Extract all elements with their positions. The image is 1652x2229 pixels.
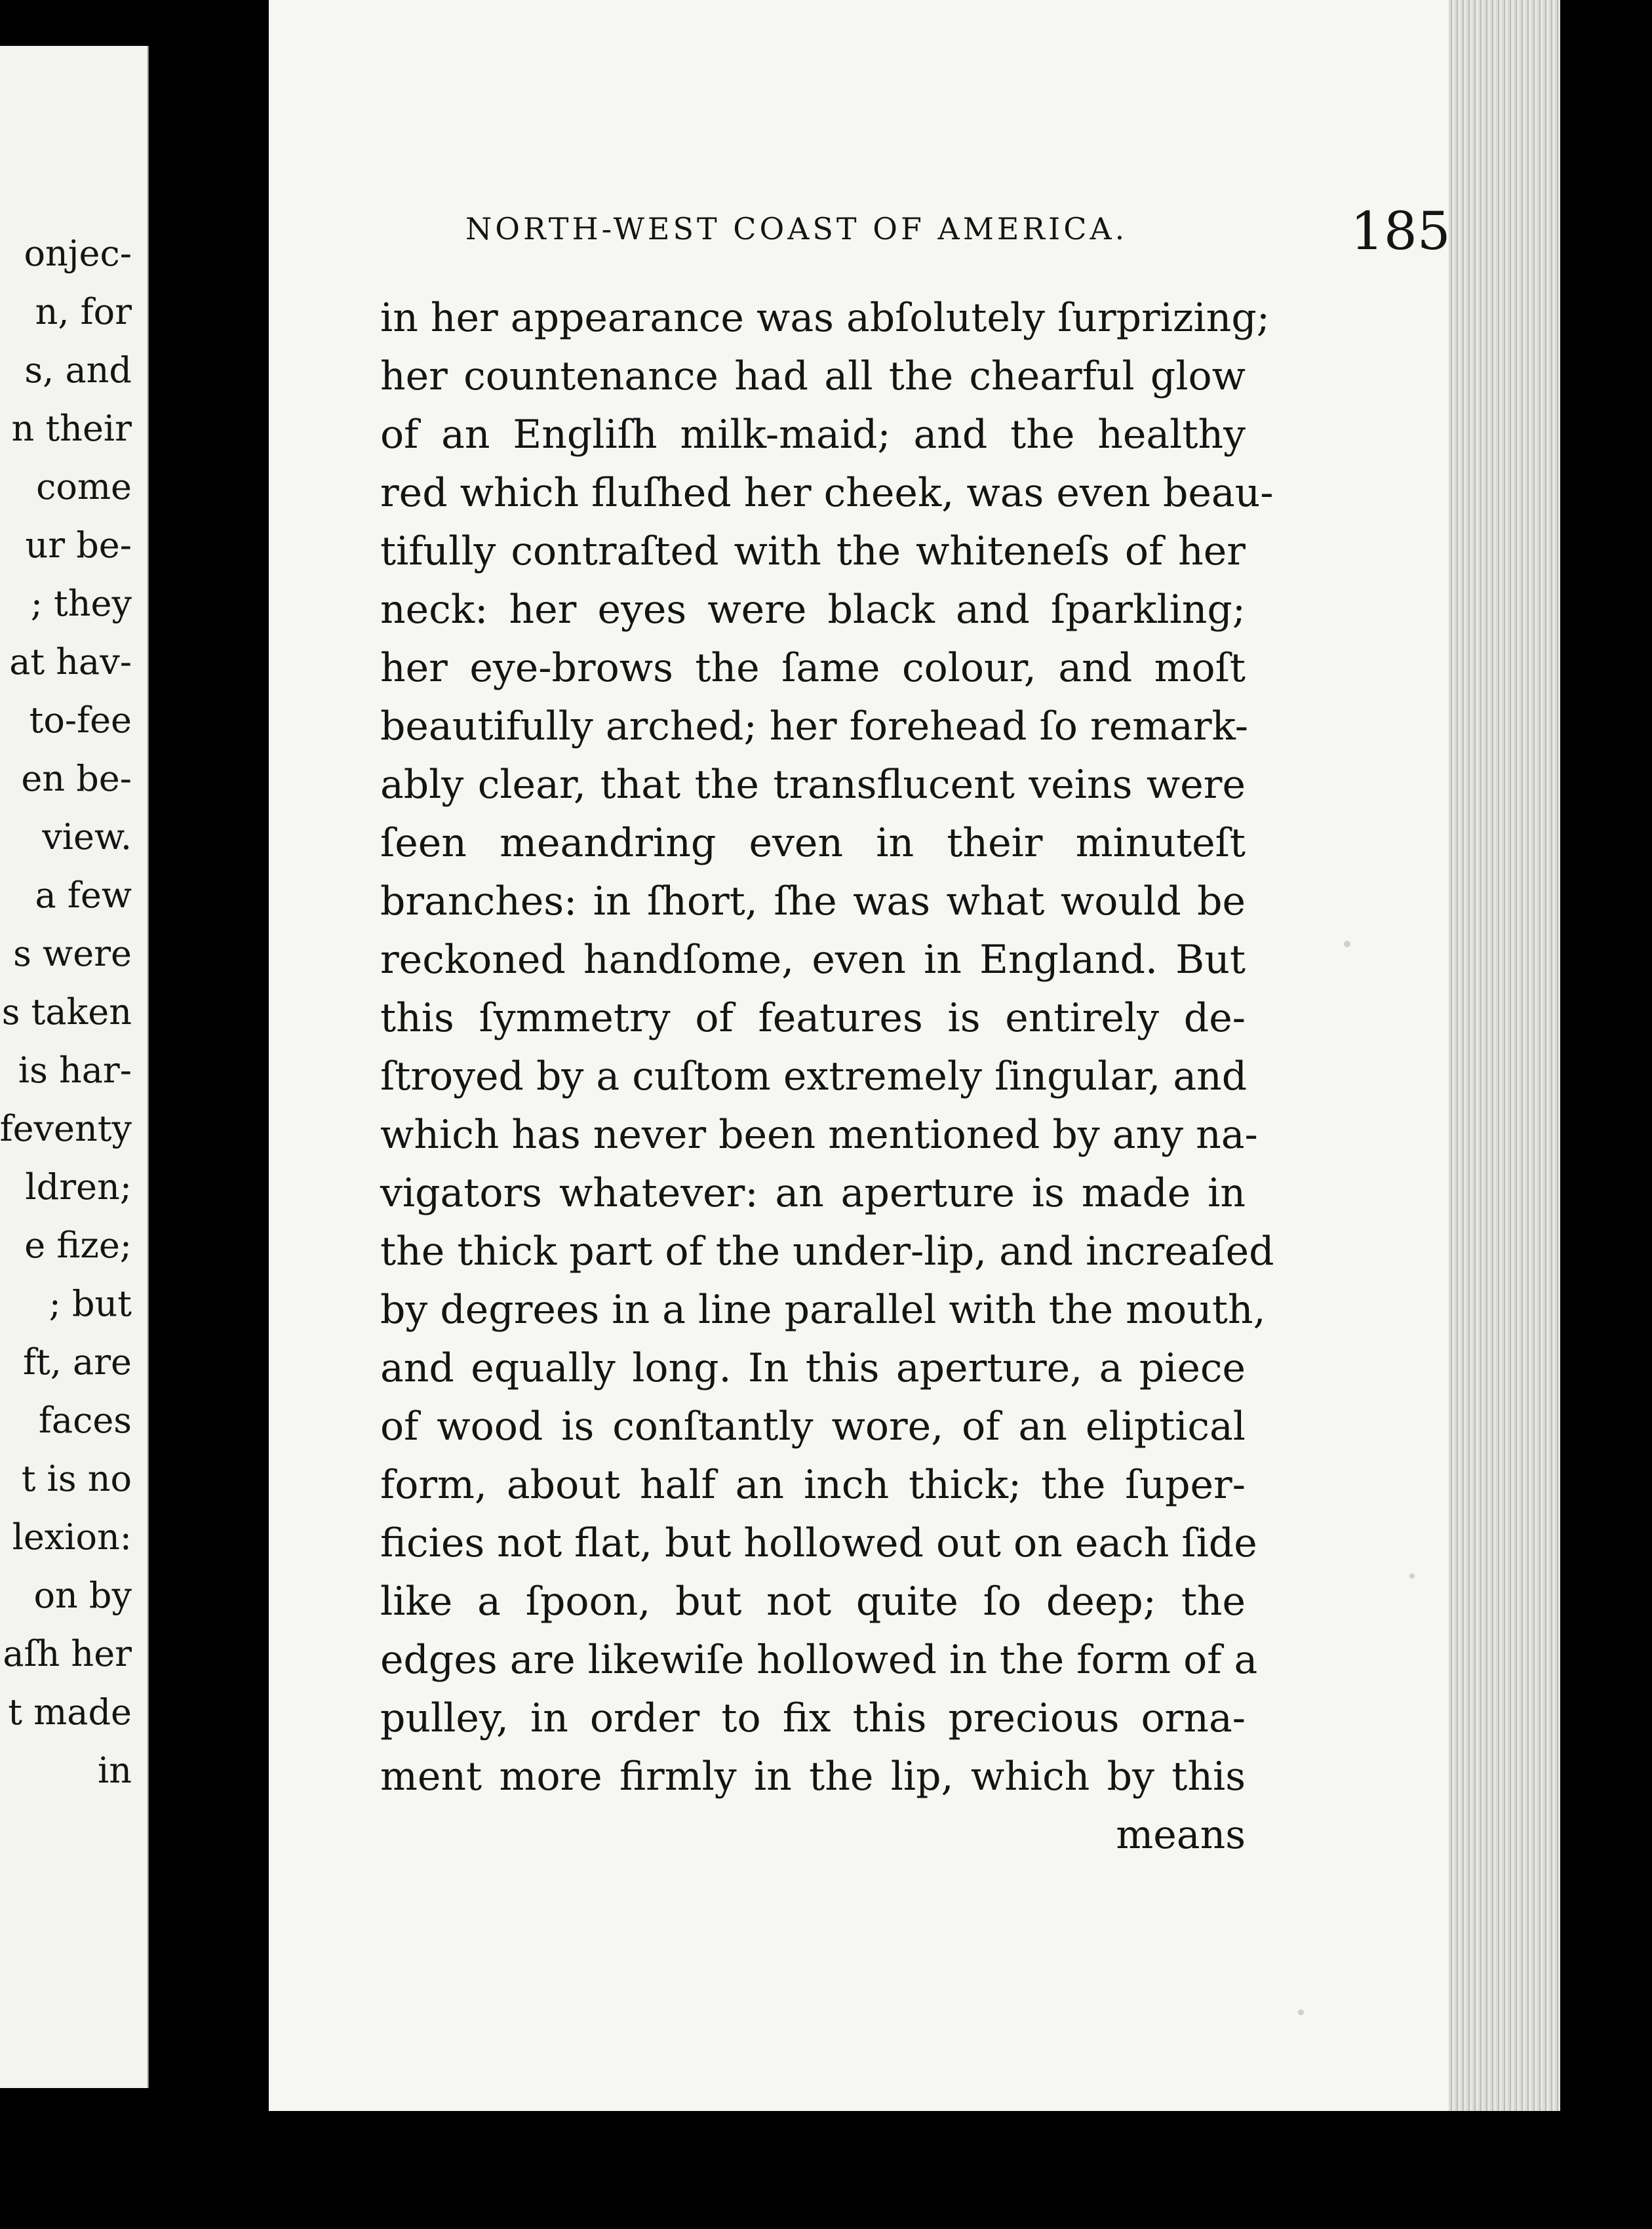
text-line: edges are likewiſe hollowed in the form of a [380, 1637, 1258, 1683]
left-line: n, for [35, 291, 132, 332]
left-line: t is no [21, 1458, 132, 1499]
catchword: means [1116, 1812, 1246, 1858]
text-line: beautifully arched; her forehead ſo remark- [380, 703, 1249, 749]
left-line: a few [35, 875, 132, 916]
running-header [465, 201, 1514, 262]
left-line: faces [38, 1400, 132, 1441]
text-line: her eye-brows the ſame colour, and moſt [380, 645, 1246, 691]
left-line: s were [13, 933, 132, 974]
left-line: s, and [24, 349, 132, 391]
left-line: to-fee [29, 700, 132, 741]
paper-speck [1298, 2009, 1304, 2015]
left-line: en be- [21, 758, 132, 799]
text-line: of wood is conſtantly wore, of an eliptical [380, 1404, 1246, 1450]
text-line: form, about half an inch thick; the ſuper- [380, 1462, 1246, 1508]
text-line: by degrees in a line parallel with the mouth, [380, 1287, 1266, 1333]
left-line: lexion: [12, 1516, 132, 1558]
text-line: in her appearance was abſolutely ſurprizing; [380, 295, 1270, 341]
paper-speck [1409, 1573, 1415, 1579]
left-line: is har- [18, 1050, 132, 1091]
text-line: tifully contraſted with the whiteneſs of her [380, 528, 1246, 574]
left-line: ur be- [25, 524, 132, 566]
left-line: ; but [49, 1283, 132, 1324]
text-line: the thick part of the under-lip, and increaſed [380, 1229, 1274, 1274]
right-page [269, 0, 1560, 2111]
running-header-title: NORTH-WEST COAST OF AMERICA. [465, 211, 1128, 247]
text-line: ment more firmly in the lip, which by this [380, 1754, 1246, 1800]
left-line: on by [33, 1575, 132, 1616]
left-line: ldren; [25, 1166, 132, 1208]
text-line: which has never been mentioned by any na- [380, 1112, 1258, 1158]
left-line: come [36, 466, 132, 507]
left-line: ft, are [23, 1341, 132, 1383]
text-line: red which fluſhed her cheek, was even beau- [380, 470, 1274, 516]
left-line: t made [8, 1691, 132, 1733]
text-line: this ſymmetry of features is entirely de- [380, 995, 1246, 1041]
left-line: e fize; [24, 1225, 132, 1266]
text-line: ſtroyed by a cuſtom extremely ſingular, and [380, 1054, 1248, 1099]
text-line: her countenance had all the chearful glow [380, 353, 1246, 399]
text-line: of an Engliſh milk-maid; and the healthy [380, 412, 1246, 458]
left-line: feventy [0, 1108, 132, 1149]
left-line: s taken [1, 991, 132, 1033]
left-line: view. [42, 816, 132, 858]
text-line: ably clear, that the transflucent veins were [380, 762, 1246, 808]
left-line: at hav- [9, 641, 132, 682]
left-line: in [97, 1750, 132, 1791]
text-line: like a ſpoon, but not quite ſo deep; the [380, 1579, 1246, 1625]
page-number: 185 [1350, 201, 1451, 262]
text-line: vigators whatever: an aperture is made in [380, 1170, 1246, 1216]
text-line: branches: in ſhort, ſhe was what would be [380, 878, 1246, 924]
left-line: ; they [30, 583, 132, 624]
left-line: onjec- [24, 233, 132, 274]
page-edges [1449, 0, 1560, 2111]
book-gutter [149, 46, 267, 2088]
text-line: ficies not flat, but hollowed out on each ſide [380, 1520, 1257, 1566]
paper-speck [1344, 941, 1350, 947]
text-line: reckoned handſome, even in England. But [380, 937, 1246, 983]
left-line: aſh her [3, 1633, 132, 1674]
text-line: neck: her eyes were black and ſparkling; [380, 587, 1246, 633]
text-line: and equally long. In this aperture, a piece [380, 1345, 1246, 1391]
left-page [0, 46, 149, 2088]
text-line: pulley, in order to fix this precious orna- [380, 1695, 1246, 1741]
text-line: ſeen meandring even in their minuteſt [380, 820, 1246, 866]
left-line: n their [11, 408, 132, 449]
